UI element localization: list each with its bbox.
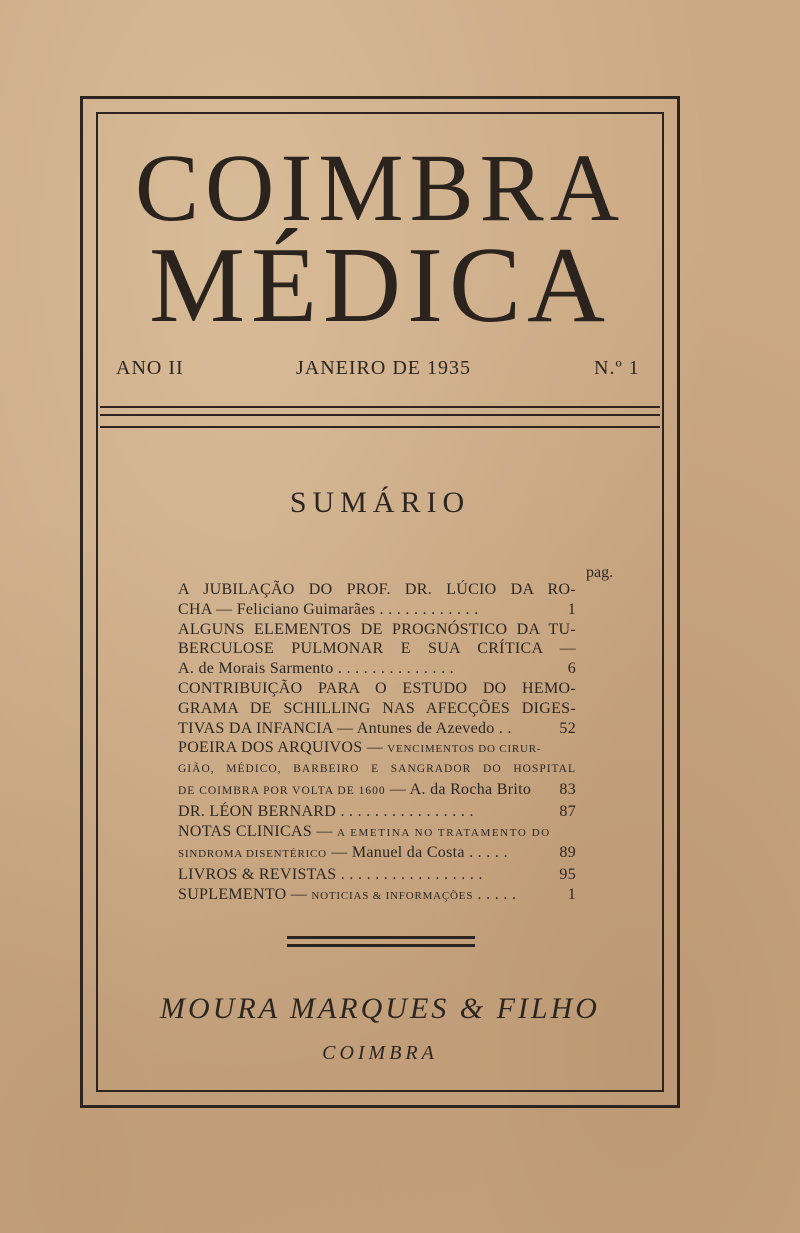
toc-leader: . . . . . . . . . . . .	[375, 600, 479, 618]
publisher-name: MOURA MARQUES & FILHO	[160, 992, 600, 1025]
toc-leader: . . . . .	[473, 885, 517, 903]
toc-text: TIVAS DA INFANCIA — Antunes de Azevedo	[178, 719, 495, 737]
toc-leader: . . . . . . . . . . . . . .	[333, 660, 455, 678]
toc-entry-end	[178, 865, 576, 885]
ornament-rule-bottom	[287, 944, 475, 947]
toc-page: 6	[567, 660, 576, 678]
journal-title-line1: COIMBRA	[134, 134, 626, 241]
header-rule-2	[100, 414, 660, 416]
toc-line: CONTRIBUIÇÃO PARA O ESTUDO DO HEMO-	[178, 679, 576, 697]
toc-line: BERCULOSE PULMONAR E SUA CRÍTICA —	[178, 640, 576, 658]
toc-text: POEIRA DOS ARQUIVOS — VENCIMENTOS DO CIRUR-	[178, 739, 542, 757]
toc-page: 1	[567, 885, 576, 903]
toc-entry-end	[178, 802, 576, 822]
toc-entry-end	[178, 843, 576, 865]
toc-line	[178, 822, 576, 844]
toc-text: CHA — Feliciano Guimarães	[178, 600, 376, 618]
journal-title-line2: MÉDICA	[149, 226, 611, 345]
toc-leader: . . . . .	[464, 844, 508, 862]
toc-page: 89	[559, 844, 576, 862]
ornament-rule-top	[287, 936, 475, 939]
toc-line-smallcaps: GIÃO, MÉDICO, BARBEIRO E SANGRADOR DO HOSPITAL	[178, 763, 576, 776]
issue-year: ANO II	[116, 357, 184, 379]
toc-leader: . . . . . . . . . . . . . . . . .	[336, 866, 483, 884]
summary-heading: SUMÁRIO	[289, 486, 471, 519]
toc-page: 83	[559, 780, 576, 798]
header-rule-1	[100, 406, 660, 408]
page-column-label: pag.	[586, 564, 614, 581]
toc-line: ALGUNS ELEMENTOS DE PROGNÓSTICO DA TU-	[178, 620, 576, 638]
toc-text: LIVROS & REVISTAS	[178, 866, 337, 884]
toc-line	[178, 738, 576, 760]
toc-text: DE COIMBRA POR VOLTA DE 1600 — A. da Rocha Brito	[178, 780, 532, 798]
toc-entry-end	[178, 600, 576, 620]
toc-page: 95	[559, 866, 576, 884]
toc-leader: . .	[494, 719, 512, 737]
toc-text: A. de Morais Sarmento	[178, 660, 334, 678]
toc-text: NOTAS CLINICAS — A EMETINA NO TRATAMENTO DO	[178, 822, 551, 840]
toc-text: DR. LÉON BERNARD	[178, 802, 337, 820]
issue-date: JANEIRO DE 1935	[296, 357, 471, 379]
header-rule-3	[100, 426, 660, 428]
toc-leader: . . . . . . . . . . . . . . . .	[336, 802, 474, 820]
table-of-contents	[178, 580, 576, 907]
toc-entry-end	[178, 659, 576, 679]
toc-entry-end	[178, 719, 576, 739]
toc-entry-end	[178, 780, 576, 802]
toc-line: GRAMA DE SCHILLING NAS AFECÇÕES DIGES-	[178, 699, 576, 717]
toc-page: 52	[559, 719, 576, 737]
toc-page: 1	[567, 600, 576, 618]
issue-number: N.º 1	[594, 357, 640, 379]
toc-line: A JUBILAÇÃO DO PROF. DR. LÚCIO DA RO-	[178, 581, 576, 598]
publisher-city: COIMBRA	[322, 1042, 438, 1064]
toc-text: SINDROMA DISENTÉRICO — Manuel da Costa	[178, 844, 465, 862]
toc-entry-end	[178, 885, 576, 907]
toc-page: 87	[559, 802, 576, 820]
toc-text: SUPLEMENTO — NOTICIAS & INFORMAÇÕES	[178, 885, 474, 903]
